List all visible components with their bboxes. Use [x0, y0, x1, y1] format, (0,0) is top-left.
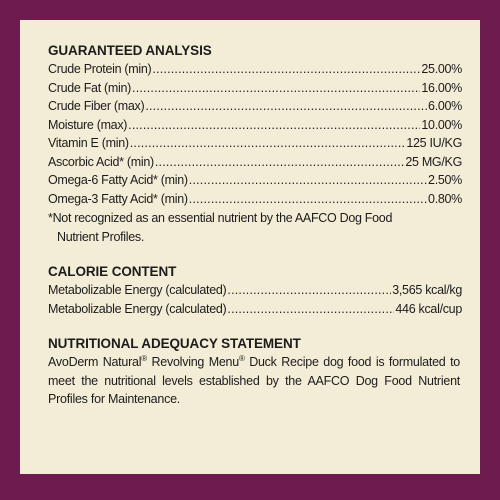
analysis-row [48, 190, 462, 209]
analysis-row [48, 116, 462, 135]
analysis-row [48, 60, 462, 79]
statement-body: Duck Recipe dog food is formulated to meet the nutritional levels established by the AAFCO Dog Food Nutrient Profiles for Maintenance. [48, 355, 460, 406]
leader-dots [145, 97, 427, 116]
analysis-row [48, 79, 462, 98]
analysis-label: Moisture (max) [48, 117, 128, 132]
calorie-label: Metabolizable Energy (calculated) [48, 301, 227, 316]
analysis-value: 10.00% [421, 117, 462, 132]
brand-name: AvoDerm Natural [48, 355, 142, 369]
leader-dots [152, 60, 420, 79]
section-spacer [48, 246, 462, 263]
adequacy-statement-heading: NUTRITIONAL ADEQUACY STATEMENT [48, 336, 301, 351]
analysis-value: 6.00% [428, 99, 462, 113]
analysis-row [48, 153, 462, 172]
analysis-label: Vitamin E (min) [48, 136, 129, 150]
calorie-list [48, 281, 462, 318]
analysis-value: 2.50% [428, 173, 462, 187]
footnote-line: Nutrient Profiles. [57, 229, 144, 244]
leader-dots [132, 79, 420, 98]
analysis-value: 125 IU/KG [406, 136, 462, 150]
analysis-value: 0.80% [428, 191, 462, 206]
calorie-value: 3,565 kcal/kg [392, 283, 462, 297]
analysis-label: Ascorbic Acid* (min) [48, 154, 154, 169]
analysis-row [48, 97, 462, 116]
analysis-value: 25.00% [421, 62, 462, 76]
analysis-value: 16.00% [421, 80, 462, 95]
registered-mark: ® [141, 353, 147, 363]
leader-dots [128, 116, 420, 135]
leader-dots [189, 190, 427, 209]
leader-dots [155, 153, 405, 172]
analysis-label: Crude Protein (min) [48, 62, 152, 76]
calorie-row [48, 300, 462, 319]
leader-dots [189, 171, 427, 190]
analysis-label: Omega-3 Fatty Acid* (min) [48, 191, 188, 206]
section-spacer [48, 318, 462, 335]
guaranteed-analysis-heading: GUARANTEED ANALYSIS [48, 43, 212, 58]
calorie-content-heading: CALORIE CONTENT [48, 264, 177, 279]
leader-dots [130, 134, 406, 153]
analysis-label: Omega-6 Fatty Acid* (min) [48, 173, 188, 187]
analysis-row [48, 171, 462, 190]
nutrition-panel [20, 20, 480, 474]
analysis-row [48, 134, 462, 153]
footnote-line: *Not recognized as an essential nutrient by the AAFCO Dog Food [48, 211, 393, 225]
aafco-footnote [48, 209, 462, 246]
analysis-list [48, 60, 462, 208]
product-line: Revolving Menu [146, 355, 239, 369]
adequacy-statement-text [48, 353, 462, 409]
analysis-label: Crude Fiber (max) [48, 99, 145, 113]
leader-dots [227, 300, 394, 319]
registered-mark: ® [238, 353, 245, 363]
calorie-label: Metabolizable Energy (calculated) [48, 283, 227, 297]
calorie-value: 446 kcal/cup [395, 301, 462, 316]
leader-dots [227, 281, 391, 300]
analysis-label: Crude Fat (min) [48, 80, 132, 95]
calorie-row [48, 281, 462, 300]
analysis-value: 25 MG/KG [405, 154, 462, 169]
